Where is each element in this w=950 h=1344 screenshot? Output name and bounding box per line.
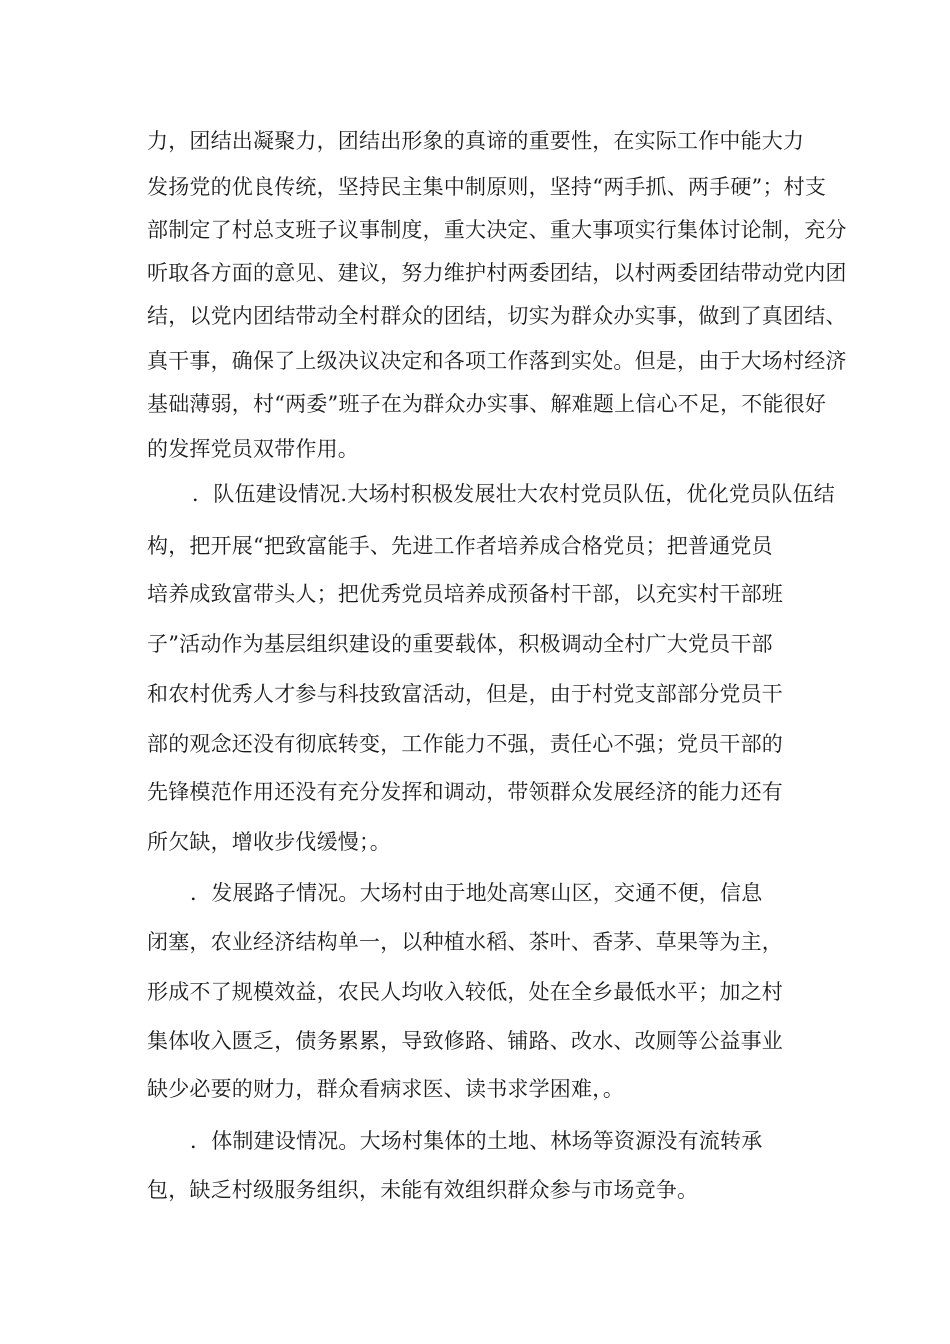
paragraph-2-line-7: 先锋模范作用还没有充分发挥和调动，带领群众发展经济的能力还有	[147, 780, 783, 804]
paragraph-3-line-5: 缺少必要的财力，群众看病求医、读书求学困难，。	[147, 1077, 625, 1101]
paragraph-3-line-1: ．发展路子情况。大场村由于地处高寒山区，交通不便，信息	[190, 881, 763, 905]
paragraph-2-line-3: 培养成致富带头人；把优秀党员培养成预备村干部，以充实村干部班	[147, 582, 783, 606]
paragraph-3-line-2: 闭塞，农业经济结构单一，以种植水稻、茶叶、香茅、草果等为主，	[147, 930, 783, 954]
paragraph-2-line-6: 部的观念还没有彻底转变，工作能力不强，责任心不强；党员干部的	[147, 732, 783, 756]
paragraph-1-line-7: 基础薄弱，村“两委”班子在为群众办实事、解难题上信心不足，不能很好	[147, 392, 827, 416]
paragraph-1-line-6: 真干事，确保了上级决议决定和各项工作落到实处。但是，由于大场村经济	[147, 349, 847, 373]
paragraph-1-line-2: 发扬党的优良传统，坚持民主集中制原则，坚持“两手抓、两手硬”；村支	[147, 175, 827, 199]
paragraph-2-line-4: 子”活动作为基层组织建设的重要载体，积极调动全村广大党员干部	[147, 632, 773, 656]
paragraph-4-line-1: ．体制建设情况。大场村集体的土地、林场等资源没有流转承	[190, 1129, 763, 1153]
paragraph-2-line-2: 构，把开展“把致富能手、先进工作者培养成合格党员；把普通党员	[147, 534, 773, 558]
paragraph-1-line-1: 力，团结出凝聚力，团结出形象的真谛的重要性，在实际工作中能大力	[147, 129, 805, 153]
paragraph-4-line-2: 包，缺乏村级服务组织，未能有效组织群众参与市场竞争。	[147, 1178, 699, 1202]
paragraph-1-line-4: 听取各方面的意见、建议，努力维护村两委团结，以村两委团结带动党内团	[147, 261, 847, 285]
paragraph-1-line-3: 部制定了村总支班子议事制度，重大决定、重大事项实行集体讨论制，充分	[147, 218, 847, 242]
paragraph-3-line-4: 集体收入匮乏，债务累累，导致修路、铺路、改水、改厕等公益事业	[147, 1029, 783, 1053]
paragraph-2-line-5: 和农村优秀人才参与科技致富活动，但是，由于村党支部部分党员干	[147, 682, 783, 706]
paragraph-1-line-5: 结，以党内团结带动全村群众的团结，切实为群众办实事，做到了真团结、	[147, 304, 847, 328]
paragraph-2-line-1: ．队伍建设情况.大场村积极发展壮大农村党员队伍，优化党员队伍结	[192, 482, 835, 506]
paragraph-2-line-8: 所欠缺，增收步伐缓慢；。	[147, 830, 391, 854]
paragraph-3-line-3: 形成不了规模效益，农民人均收入较低，处在全乡最低水平；加之村	[147, 980, 783, 1004]
paragraph-1-line-8: 的发挥党员双带作用。	[147, 437, 359, 461]
